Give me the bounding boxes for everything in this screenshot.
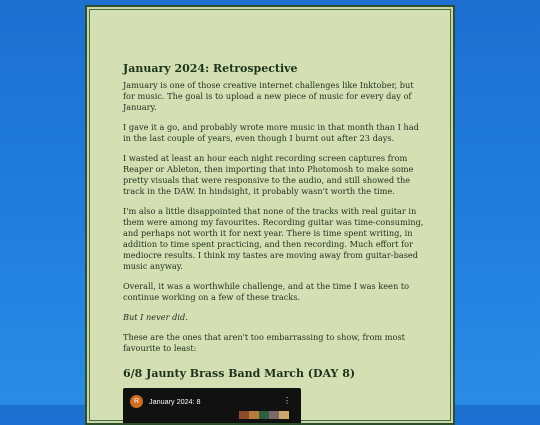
paragraph-3: I wasted at least an hour each night recording screen captures from Reaper or Ableton, then importing that into Photomosh to make some pretty visuals that were responsive to the audio, and still showed the track in the DAW. In hindsight, it probably wasn't worth the time. — [123, 153, 414, 196]
video-thumbnail-strip — [239, 411, 289, 419]
video-embed[interactable] — [123, 388, 301, 424]
post-title: January 2024: Retrospective — [123, 62, 298, 75]
italic-note: But I never did. — [123, 312, 188, 322]
paragraph-2: I gave it a go, and probably wrote more music in that month than I had in the last couple of years, even though I burnt out after 23 days. — [123, 122, 419, 143]
video-title[interactable]: January 2024: 8 — [149, 397, 201, 406]
paragraph-5: Overall, it was a worthwhile challenge, and at the time I was keen to continue working on a few of these tracks. — [123, 281, 410, 302]
intro-to-list: These are the ones that aren't too embarrassing to show, from most favourite to least: — [123, 332, 405, 353]
paragraph-1: Jamuary is one of those creative internet challenges like Inktober, but for music. The goal is to upload a new piece of music for every day of January. — [123, 80, 414, 112]
post-content — [123, 63, 427, 424]
more-vert-icon[interactable]: ⋮ — [283, 396, 291, 405]
paragraph-4: I'm also a little disappointed that none of the tracks with real guitar in them were among my favourites. Recording guitar was time-consuming, and perhaps not worth it for next year. There is time spent writing, in addition to time spent practicing, and then recording. Much effort for mediocre results. I think my tastes are moving away from guitar-based music anyway. — [123, 206, 424, 271]
channel-avatar[interactable]: R — [130, 395, 143, 408]
section-title: 6/8 Jaunty Brass Band March (DAY 8) — [123, 367, 356, 380]
blog-page — [85, 5, 455, 425]
